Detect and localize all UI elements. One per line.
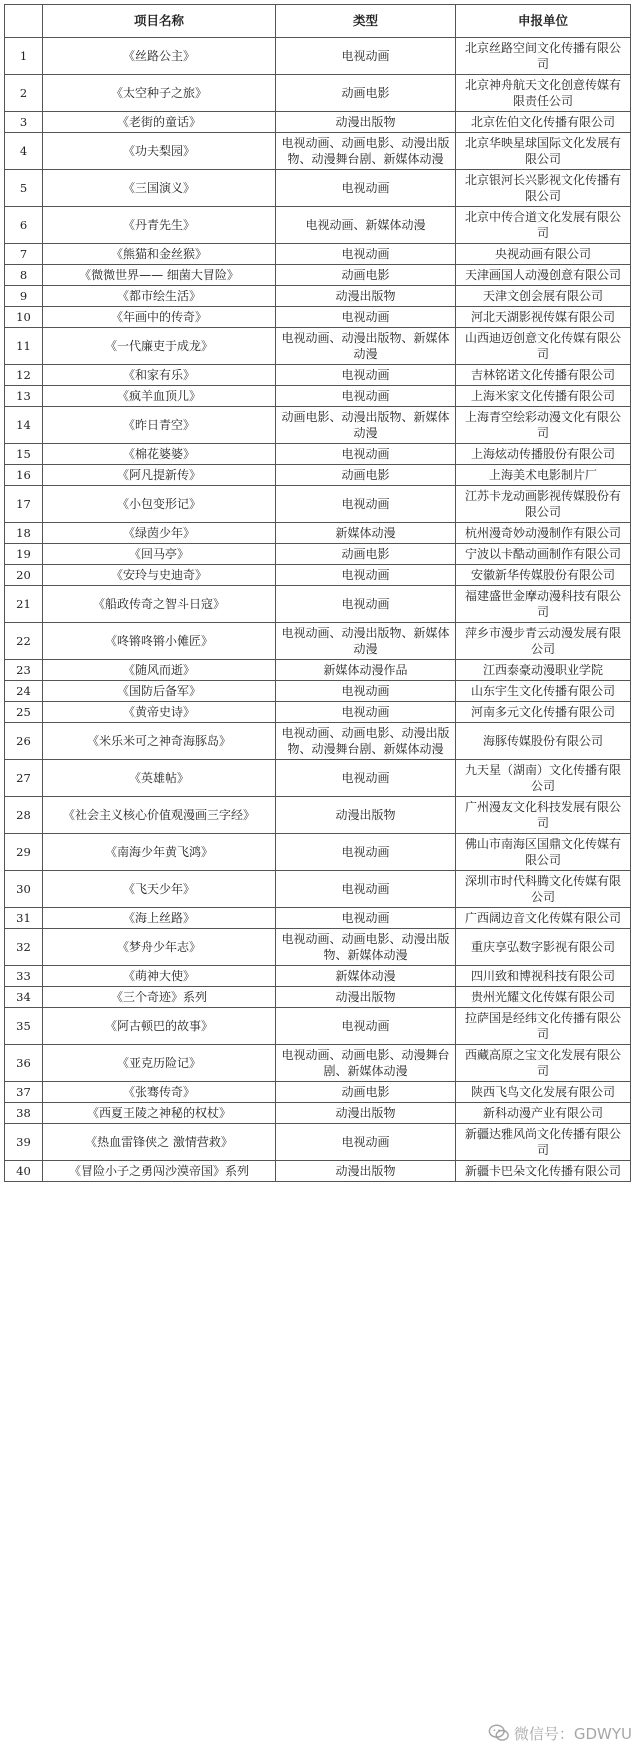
header-type: 类型 <box>276 5 456 38</box>
row-index: 8 <box>5 265 43 286</box>
table-row <box>5 987 631 1008</box>
applicant-unit: 广州漫友文化科技发展有限公司 <box>456 797 631 834</box>
project-type: 电视动画 <box>276 586 456 623</box>
row-index: 19 <box>5 544 43 565</box>
applicant-unit: 央视动画有限公司 <box>456 244 631 265</box>
project-name: 《张骞传奇》 <box>43 1082 276 1103</box>
table-row <box>5 1103 631 1124</box>
project-type: 电视动画 <box>276 908 456 929</box>
applicant-unit: 新疆达雅风尚文化传播有限公司 <box>456 1124 631 1161</box>
applicant-unit: 广西阔边音文化传媒有限公司 <box>456 908 631 929</box>
row-index: 23 <box>5 660 43 681</box>
project-name: 《回马亭》 <box>43 544 276 565</box>
project-type: 电视动画 <box>276 681 456 702</box>
header-index <box>5 5 43 38</box>
table-row <box>5 286 631 307</box>
applicant-unit: 天津画国人动漫创意有限公司 <box>456 265 631 286</box>
row-index: 15 <box>5 444 43 465</box>
project-type: 动漫出版物 <box>276 797 456 834</box>
applicant-unit: 江苏卡龙动画影视传媒股份有限公司 <box>456 486 631 523</box>
table-row <box>5 966 631 987</box>
project-name: 《三国演义》 <box>43 170 276 207</box>
project-type: 电视动画 <box>276 444 456 465</box>
applicant-unit: 吉林铭诺文化传播有限公司 <box>456 365 631 386</box>
table-row <box>5 871 631 908</box>
project-name: 《安玲与史迪奇》 <box>43 565 276 586</box>
project-type: 电视动画、动画电影、动漫出版物、动漫舞台剧、新媒体动漫 <box>276 723 456 760</box>
project-type: 动画电影 <box>276 265 456 286</box>
row-index: 3 <box>5 112 43 133</box>
applicant-unit: 河北天湖影视传媒有限公司 <box>456 307 631 328</box>
project-name: 《老街的童话》 <box>43 112 276 133</box>
row-index: 34 <box>5 987 43 1008</box>
applicant-unit: 北京中传合道文化发展有限公司 <box>456 207 631 244</box>
applicant-unit: 江西泰豪动漫职业学院 <box>456 660 631 681</box>
row-index: 33 <box>5 966 43 987</box>
table-row <box>5 365 631 386</box>
row-index: 24 <box>5 681 43 702</box>
project-name: 《都市绘生活》 <box>43 286 276 307</box>
project-type: 电视动画、动漫出版物、新媒体动漫 <box>276 328 456 365</box>
project-type: 电视动画 <box>276 702 456 723</box>
project-type: 电视动画 <box>276 1008 456 1045</box>
table-row <box>5 75 631 112</box>
table-row <box>5 623 631 660</box>
project-type: 电视动画 <box>276 486 456 523</box>
wechat-watermark <box>488 1718 632 1748</box>
project-type: 电视动画 <box>276 365 456 386</box>
table-row <box>5 586 631 623</box>
project-type: 动画电影 <box>276 1082 456 1103</box>
project-type: 动画电影、动漫出版物、新媒体动漫 <box>276 407 456 444</box>
project-name: 《西夏王陵之神秘的权杖》 <box>43 1103 276 1124</box>
project-type: 新媒体动漫 <box>276 966 456 987</box>
row-index: 7 <box>5 244 43 265</box>
applicant-unit: 北京丝路空间文化传播有限公司 <box>456 38 631 75</box>
row-index: 13 <box>5 386 43 407</box>
applicant-unit: 重庆享弘数字影视有限公司 <box>456 929 631 966</box>
watermark-text: 微信号：GDWYU <box>513 1724 632 1743</box>
applicant-unit: 北京佐伯文化传播有限公司 <box>456 112 631 133</box>
project-name: 《英雄帖》 <box>43 760 276 797</box>
project-type: 电视动画 <box>276 1124 456 1161</box>
table-row <box>5 1161 631 1182</box>
applicant-unit: 四川致和博视科技有限公司 <box>456 966 631 987</box>
row-index: 26 <box>5 723 43 760</box>
project-name: 《米乐米可之神奇海豚岛》 <box>43 723 276 760</box>
project-name: 《和家有乐》 <box>43 365 276 386</box>
table-row <box>5 544 631 565</box>
project-name: 《热血雷锋侠之 激情营救》 <box>43 1124 276 1161</box>
row-index: 4 <box>5 133 43 170</box>
applicant-unit: 佛山市南海区国鼎文化传媒有限公司 <box>456 834 631 871</box>
project-type: 电视动画 <box>276 307 456 328</box>
applicant-unit: 海豚传媒股份有限公司 <box>456 723 631 760</box>
project-type: 动漫出版物 <box>276 1161 456 1182</box>
project-name: 《社会主义核心价值观漫画三字经》 <box>43 797 276 834</box>
project-name: 《昨日青空》 <box>43 407 276 444</box>
project-type: 新媒体动漫 <box>276 523 456 544</box>
table-row <box>5 407 631 444</box>
table-row <box>5 444 631 465</box>
row-index: 35 <box>5 1008 43 1045</box>
table-row <box>5 797 631 834</box>
applicant-unit: 福建盛世金摩动漫科技有限公司 <box>456 586 631 623</box>
project-name: 《海上丝路》 <box>43 908 276 929</box>
table-row <box>5 244 631 265</box>
row-index: 2 <box>5 75 43 112</box>
project-name: 《萌神大使》 <box>43 966 276 987</box>
applicant-unit: 拉萨国是经纬文化传播有限公司 <box>456 1008 631 1045</box>
project-type: 电视动画 <box>276 244 456 265</box>
applicant-unit: 北京银河长兴影视文化传播有限公司 <box>456 170 631 207</box>
project-type: 动画电影 <box>276 544 456 565</box>
row-index: 14 <box>5 407 43 444</box>
table-row <box>5 112 631 133</box>
table-row <box>5 465 631 486</box>
applicant-unit: 北京神舟航天文化创意传媒有限责任公司 <box>456 75 631 112</box>
project-name: 《阿古顿巴的故事》 <box>43 1008 276 1045</box>
project-name: 《梦舟少年志》 <box>43 929 276 966</box>
table-row <box>5 1082 631 1103</box>
row-index: 38 <box>5 1103 43 1124</box>
project-type: 新媒体动漫作品 <box>276 660 456 681</box>
applicant-unit: 河南多元文化传播有限公司 <box>456 702 631 723</box>
row-index: 20 <box>5 565 43 586</box>
table-row <box>5 1008 631 1045</box>
row-index: 21 <box>5 586 43 623</box>
project-type: 动画电影 <box>276 75 456 112</box>
project-name: 《微微世界—— 细菌大冒险》 <box>43 265 276 286</box>
project-name: 《绿茵少年》 <box>43 523 276 544</box>
applicant-unit: 山西迪迈创意文化传媒有限公司 <box>456 328 631 365</box>
table-row <box>5 328 631 365</box>
project-type: 电视动画、动画电影、动漫出版物、动漫舞台剧、新媒体动漫 <box>276 133 456 170</box>
project-name: 《亚克历险记》 <box>43 1045 276 1082</box>
project-name: 《丝路公主》 <box>43 38 276 75</box>
row-index: 27 <box>5 760 43 797</box>
applicant-unit: 西藏高原之宝文化发展有限公司 <box>456 1045 631 1082</box>
table-row <box>5 681 631 702</box>
project-name: 《冒险小子之勇闯沙漠帝国》系列 <box>43 1161 276 1182</box>
row-index: 17 <box>5 486 43 523</box>
row-index: 28 <box>5 797 43 834</box>
project-name: 《棉花婆婆》 <box>43 444 276 465</box>
project-name: 《熊猫和金丝猴》 <box>43 244 276 265</box>
table-row <box>5 133 631 170</box>
row-index: 5 <box>5 170 43 207</box>
project-name: 《飞天少年》 <box>43 871 276 908</box>
table-row <box>5 565 631 586</box>
project-type: 电视动画、动漫出版物、新媒体动漫 <box>276 623 456 660</box>
applicant-unit: 上海青空绘彩动漫文化有限公司 <box>456 407 631 444</box>
project-name: 《三个奇迹》系列 <box>43 987 276 1008</box>
project-name: 《黄帝史诗》 <box>43 702 276 723</box>
project-type: 电视动画、动画电影、动漫出版物、新媒体动漫 <box>276 929 456 966</box>
project-type: 电视动画 <box>276 170 456 207</box>
table-row <box>5 723 631 760</box>
table-row <box>5 1124 631 1161</box>
table-row <box>5 170 631 207</box>
applicant-unit: 山东宇生文化传播有限公司 <box>456 681 631 702</box>
table-row <box>5 660 631 681</box>
header-project-name: 项目名称 <box>43 5 276 38</box>
project-type: 动漫出版物 <box>276 112 456 133</box>
row-index: 18 <box>5 523 43 544</box>
row-index: 36 <box>5 1045 43 1082</box>
table-row <box>5 307 631 328</box>
applicant-unit: 陕西飞鸟文化发展有限公司 <box>456 1082 631 1103</box>
applicant-unit: 九天星（湖南）文化传播有限公司 <box>456 760 631 797</box>
table-body <box>5 38 631 1182</box>
project-name: 《太空种子之旅》 <box>43 75 276 112</box>
row-index: 16 <box>5 465 43 486</box>
table-row <box>5 834 631 871</box>
project-type: 电视动画 <box>276 565 456 586</box>
project-name: 《船政传奇之智斗日寇》 <box>43 586 276 623</box>
table-row <box>5 1045 631 1082</box>
applicant-unit: 贵州光耀文化传媒有限公司 <box>456 987 631 1008</box>
project-name: 《阿凡提新传》 <box>43 465 276 486</box>
row-index: 29 <box>5 834 43 871</box>
applicant-unit: 萍乡市漫步青云动漫发展有限公司 <box>456 623 631 660</box>
applicant-unit: 上海炫动传播股份有限公司 <box>456 444 631 465</box>
project-type: 电视动画、动画电影、动漫舞台剧、新媒体动漫 <box>276 1045 456 1082</box>
row-index: 6 <box>5 207 43 244</box>
applicant-unit: 深圳市时代科腾文化传媒有限公司 <box>456 871 631 908</box>
table-row <box>5 386 631 407</box>
project-type: 电视动画 <box>276 760 456 797</box>
project-name: 《南海少年黄飞鸿》 <box>43 834 276 871</box>
applicant-unit: 上海美术电影制片厂 <box>456 465 631 486</box>
project-type: 动漫出版物 <box>276 1103 456 1124</box>
wechat-icon <box>488 1722 510 1744</box>
project-name: 《功夫梨园》 <box>43 133 276 170</box>
project-type: 电视动画 <box>276 38 456 75</box>
applicant-unit: 上海米家文化传播有限公司 <box>456 386 631 407</box>
applicant-unit: 安徽新华传媒股份有限公司 <box>456 565 631 586</box>
project-type: 电视动画、新媒体动漫 <box>276 207 456 244</box>
project-name: 《随风而逝》 <box>43 660 276 681</box>
project-type: 电视动画 <box>276 871 456 908</box>
table-row <box>5 38 631 75</box>
row-index: 37 <box>5 1082 43 1103</box>
table-row <box>5 265 631 286</box>
table-row <box>5 929 631 966</box>
row-index: 25 <box>5 702 43 723</box>
project-type: 动漫出版物 <box>276 987 456 1008</box>
project-table <box>4 4 631 1182</box>
project-name: 《丹青先生》 <box>43 207 276 244</box>
table-row <box>5 523 631 544</box>
table-row <box>5 702 631 723</box>
row-index: 32 <box>5 929 43 966</box>
applicant-unit: 新疆卡巴朵文化传播有限公司 <box>456 1161 631 1182</box>
applicant-unit: 北京华映星球国际文化发展有限公司 <box>456 133 631 170</box>
project-name: 《咚锵咚锵小傩匠》 <box>43 623 276 660</box>
project-type: 电视动画 <box>276 386 456 407</box>
table-row <box>5 486 631 523</box>
project-name: 《国防后备军》 <box>43 681 276 702</box>
table-row <box>5 908 631 929</box>
project-type: 动漫出版物 <box>276 286 456 307</box>
row-index: 30 <box>5 871 43 908</box>
row-index: 12 <box>5 365 43 386</box>
row-index: 11 <box>5 328 43 365</box>
row-index: 1 <box>5 38 43 75</box>
project-name: 《疯羊血顶儿》 <box>43 386 276 407</box>
project-name: 《小包变形记》 <box>43 486 276 523</box>
project-type: 电视动画 <box>276 834 456 871</box>
row-index: 31 <box>5 908 43 929</box>
project-type: 动画电影 <box>276 465 456 486</box>
header-applicant: 申报单位 <box>456 5 631 38</box>
table-row <box>5 760 631 797</box>
project-name: 《一代廉吏于成龙》 <box>43 328 276 365</box>
applicant-unit: 新科动漫产业有限公司 <box>456 1103 631 1124</box>
applicant-unit: 杭州漫奇妙动漫制作有限公司 <box>456 523 631 544</box>
project-name: 《年画中的传奇》 <box>43 307 276 328</box>
row-index: 22 <box>5 623 43 660</box>
row-index: 9 <box>5 286 43 307</box>
row-index: 10 <box>5 307 43 328</box>
applicant-unit: 天津文创会展有限公司 <box>456 286 631 307</box>
row-index: 40 <box>5 1161 43 1182</box>
applicant-unit: 宁波以卡酷动画制作有限公司 <box>456 544 631 565</box>
row-index: 39 <box>5 1124 43 1161</box>
table-row <box>5 207 631 244</box>
table-header-row <box>5 5 631 38</box>
